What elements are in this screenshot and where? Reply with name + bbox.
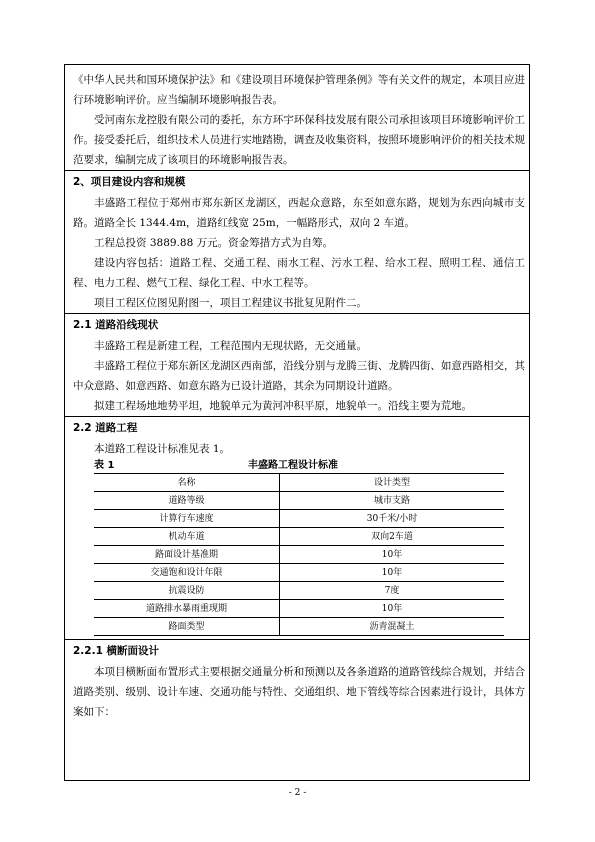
table-row	[94, 510, 504, 528]
table-cell-value: 10年	[280, 600, 505, 618]
section22-paragraph-1: 本道路工程设计标准见表 1。	[94, 443, 231, 455]
table-cell-name: 抗震设防	[94, 582, 280, 600]
table-cell-value: 设计类型	[280, 474, 505, 492]
table-caption	[73, 459, 525, 473]
table-cell-name: 路面类型	[94, 618, 280, 636]
table-cell-value: 10年	[280, 546, 505, 564]
table-row	[94, 618, 504, 636]
section21-paragraph-2: 丰盛路工程位于郑东新区龙湖区西南部，沿线分别与龙腾三街、龙腾四街、如意西路相交，其中众意路、如意西路、如意东路为已设计道路，其余为同期设计道路。	[73, 360, 525, 392]
section21-paragraph-3: 拟建工程场地地势平坦，地貌单元为黄河冲积平原，地貌单一。沿线主要为荒地。	[94, 400, 472, 412]
section2-paragraph-2: 工程总投资 3889.88 万元。资金筹措方式为自筹。	[94, 237, 334, 249]
design-standard-table	[94, 473, 504, 636]
section-heading-2-2: 2.2 道路工程	[64, 416, 530, 439]
table-cell-value: 沥青混凝土	[280, 618, 505, 636]
table-cell-name: 路面设计基准期	[94, 546, 280, 564]
section21-paragraph-1: 丰盛路工程是新建工程，工程范围内无现状路，无交通量。	[94, 340, 367, 352]
table-cell-name: 道路等级	[94, 492, 280, 510]
table-row	[94, 546, 504, 564]
document-body	[73, 70, 525, 722]
section-heading-2: 2、项目建设内容和规模	[64, 170, 530, 193]
table-cell-value: 双向2车道	[280, 528, 505, 546]
table-row	[94, 582, 504, 600]
section-heading-2-1: 2.1 道路沿线现状	[64, 313, 530, 336]
table-cell-name: 机动车道	[94, 528, 280, 546]
table-header-row	[94, 474, 504, 492]
table-row	[94, 600, 504, 618]
table-cell-name: 计算行车速度	[94, 510, 280, 528]
table-cell-value: 7度	[280, 582, 505, 600]
table-cell-name: 道路排水暴雨重现期	[94, 600, 280, 618]
table-row	[94, 492, 504, 510]
table-number: 表 1	[94, 460, 115, 471]
section2-paragraph-3: 建设内容包括：道路工程、交通工程、雨水工程、污水工程、给水工程、照明工程、通信工程、电力工程、燃气工程、绿化工程、中水工程等。	[73, 257, 525, 289]
section2-paragraph-4: 项目工程区位图见附图一，项目工程建议书批复见附件二。	[94, 297, 367, 309]
table-title: 丰盛路工程设计标准	[248, 460, 338, 471]
intro-paragraph-2: 受河南东龙控股有限公司的委托，东方环宇环保科技发展有限公司承担该项目环境影响评价工作。接受委托后，组织技术人员进行实地踏勘，调查及收集资料，按照环境影响评价的相关技术规范要求，编制完成了该项目的环境影响报告表。	[73, 114, 525, 166]
table-cell-name: 交通饱和设计年限	[94, 564, 280, 582]
section2-paragraph-1: 丰盛路工程位于郑州市郑东新区龙湖区，西起众意路，东至如意东路，规划为东西向城市支路。道路全长 1344.4m，道路红线宽 25m，一幅路形式，双向 2 车道。	[73, 197, 525, 229]
table-row	[94, 528, 504, 546]
table-cell-value: 10年	[280, 564, 505, 582]
table-cell-value: 城市支路	[280, 492, 505, 510]
section-heading-2-2-1: 2.2.1 横断面设计	[64, 639, 530, 662]
intro-paragraph-1: 《中华人民共和国环境保护法》和《建设项目环境保护管理条例》等有关文件的规定，本项目应进行环境影响评价。应当编制环境影响报告表。	[73, 74, 525, 106]
table-cell-name: 名称	[94, 474, 280, 492]
section221-paragraph-1: 本项目横断面布置形式主要根据交通量分析和预测以及各条道路的道路管线综合规划，并结合道路类别、级别、设计车速、交通功能与特性、交通组织、地下管线等综合因素进行设计，具体方案如下：	[73, 666, 525, 718]
page-number: - 2 -	[288, 788, 307, 798]
table-cell-value: 30千米/小时	[280, 510, 505, 528]
table-row	[94, 564, 504, 582]
